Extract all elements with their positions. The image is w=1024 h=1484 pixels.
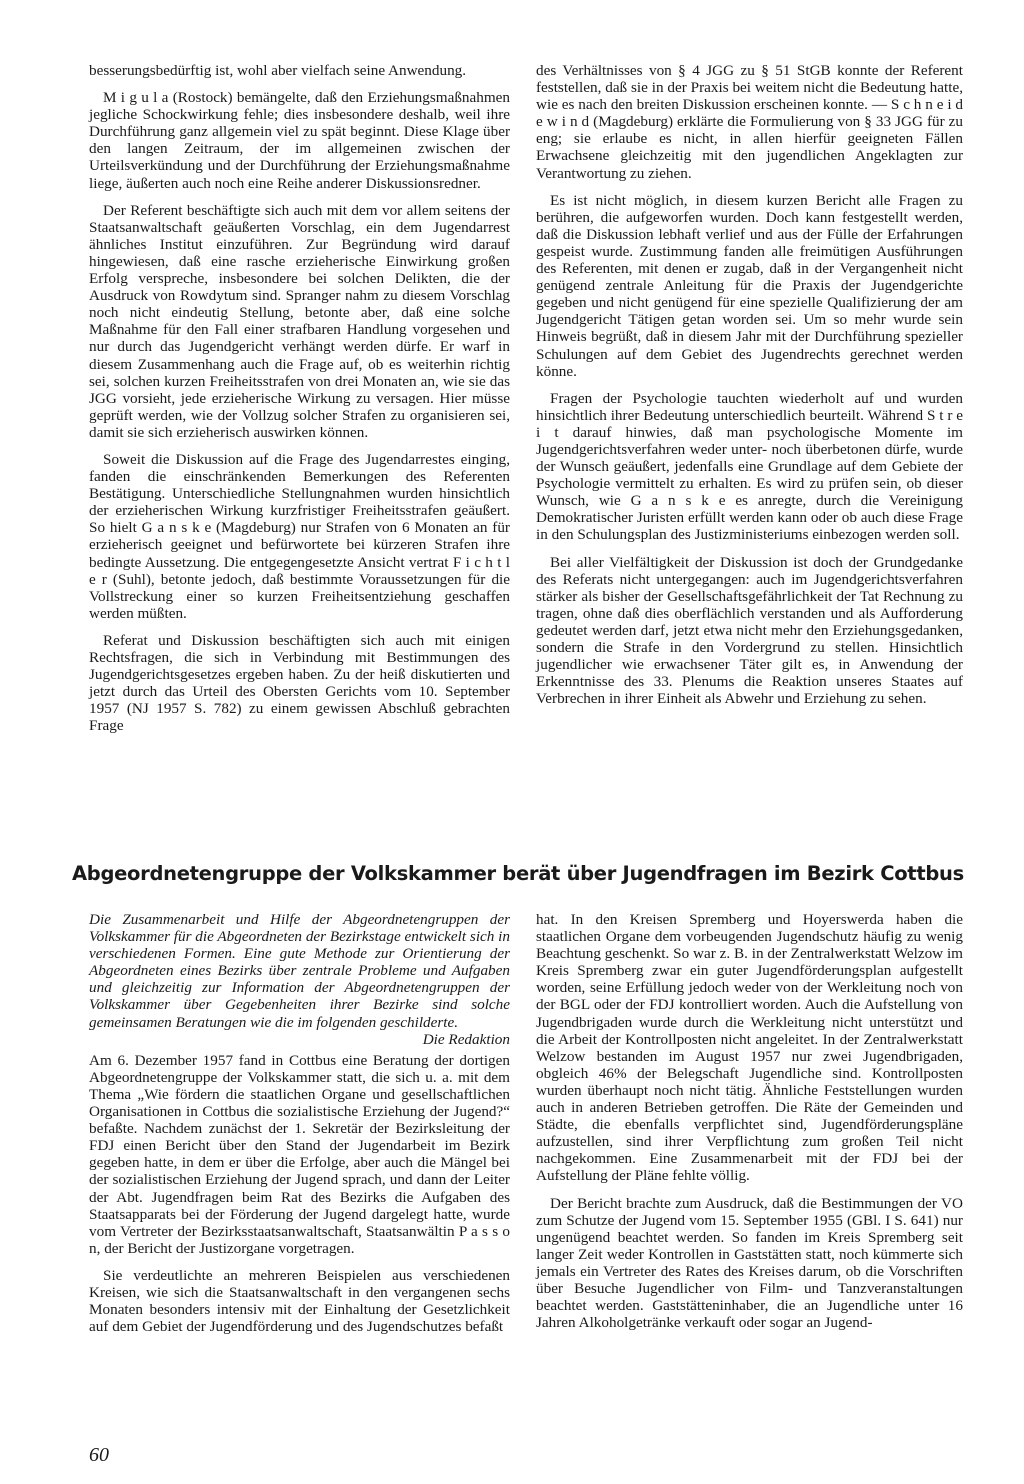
paragraph: Der Referent beschäftigte sich auch mit dem vor allem seitens der Staatsanwaltschaft geäußerten Vorschlag, ein dem Jugendarrest ähnliches Institut einzuführen. Zur Begründung wird darauf hingewiesen, daß eine rasche erzieherische Einwirkung großen Erfolg verspreche, insbesondere bei solchen Delikten, die der Ausdruck von Rowdytum sind. Spranger nahm zu diesem Vorschlag noch nicht eindeutig Stellung, betonte aber, daß eine solche Maßnahme für den Fall einer strafbaren Handlung vorgesehen und nur durch das Jugendgericht verhängt werden dürfe. Er warf in diesem Zusammenhang auch die Frage auf, ob es weiterhin richtig sei, solchen kurzen Freiheitsstrafen von drei Monaten an, wie sie das JGG vorsieht, jede erzieherische Wirkung zu versagen. Hier müsse geprüft werden, wie der Vollzug solcher Strafen zu organisieren sei, damit sie sich erzieherisch auswirken können.: [89, 201, 510, 441]
paragraph: hat. In den Kreisen Spremberg und Hoyerswerda haben die staatlichen Organe dem vorbeugenden Jugendschutz häufig zu wenig Beachtung geschenkt. So war z. B. in der Zentralwerkstatt Welzow im Kreis Spremberg zwar ein guter Jugendförderungsplan aufgestellt worden, seine Erfüllung jedoch weder von der Werkleitung noch von der BGL oder der FDJ kontrolliert worden. Auch die Aufstellung von Jugendbrigaden wurde durch die Werkleitung nicht unterstützt und die Arbeit der Kontrollposten nicht angeleitet. In der Zentralwerkstatt Welzow bestanden im August 1957 nur zwei Jugendbrigaden, obgleich 46% der Belegschaft Jugendliche sind. Kontrollposten wurden überhaupt noch nicht tätig. Ähnliche Feststellungen wurden auch in anderen Betrieben getroffen. Die Räte der Gemeinden und Städte, die ebenfalls verpflichtet sind, Jugendförderungspläne aufzustellen, sind ihrer Verpflichtung zum großen Teil nicht nachgekommen. Eine Zusammenarbeit mit der FDJ bei der Aufstellung der Pläne fehlte völlig.: [536, 911, 963, 1185]
paragraph: Bei aller Vielfältigkeit der Diskussion ist doch der Grundgedanke des Referats nicht untergegangen: auch im Jugendgerichtsverfahren stärker als bisher der Gesellschaftsgefährlichkeit der Tat Rechnung zu tragen, ohne daß dies oberflächlich verstanden und als Aufforderung gedeutet werden darf, jetzt etwa nicht mehr den Erziehungsgedanken, sondern die Strafe in den Vordergrund zu stellen. Hinsichtlich jugendlicher wie erwachsener Täter gilt es, in Anwendung der Erkenntnisse des 33. Plenums die Reaktion unseres Staates auf Verbrechen in ihrer Einheit als Abwehr und Erziehung zu sehen.: [536, 553, 963, 708]
paragraph: Referat und Diskussion beschäftigten sich auch mit einigen Rechtsfragen, die sich in Verbindung mit Bestimmungen des Jugendgerichtsgesetzes ergeben haben. Zu der heiß diskutierten und jetzt durch das Urteil des Obersten Gerichts vom 10. September 1957 (NJ 1957 S. 782) zu einem gewissen Abschluß gebrachten Frage: [89, 631, 510, 735]
column-bottom-right: [536, 911, 963, 1341]
paragraph: Sie verdeutlichte an mehreren Beispielen aus verschiedenen Kreisen, wie sich die Staatsanwaltschaft in den vergangenen sechs Monaten besonders intensiv mit der Einhaltung der Gesetzlichkeit auf dem Gebiet der Jugendförderung und des Jugendschutzes befaßt: [89, 1266, 510, 1336]
intro-signature: Die Redaktion: [422, 1030, 510, 1048]
column-bottom-left: [89, 911, 510, 1345]
editorial-intro: Die Zusammenarbeit und Hilfe der Abgeordnetengruppen der Volkskammer für die Abgeordneten der Bezirkstage entwickelt sich in verschiedenen Formen. Eine gute Methode zur Orientierung der Abgeordneten eines Bezirks über zentrale Probleme und Aufgaben und gleichzeitig zur Information der Abgeordnetengruppen der Volkskammer über Gegebenheiten ihrer Bezirke sind solche gemeinsamen Beratungen wie die im folgenden geschilderte.: [89, 911, 510, 1031]
article-headline: Abgeordnetengruppe der Volkskammer berät über Jugendfragen im Bezirk Cottbus: [72, 862, 964, 885]
paragraph: Der Bericht brachte zum Ausdruck, daß die Bestimmungen der VO zum Schutze der Jugend vom 15. September 1955 (GBl. I S. 641) nur ungenügend beachtet werden. So fanden im Kreis Spremberg seit langer Zeit weder Kontrollen in Gaststätten statt, noch kümmerte sich jemals ein Vertreter des Rates des Kreises darum, ob die Vorschriften über Besuche Jugendlicher von Film- und Tanzveranstaltungen beachtet werden. Gaststätteninhaber, die an Jugendliche unter 16 Jahren Alkoholgetränke verkauft oder sogar an Jugend-: [536, 1194, 963, 1332]
column-top-left: [89, 62, 510, 744]
paragraph: Am 6. Dezember 1957 fand in Cottbus eine Beratung der dortigen Abgeordnetengruppe der Volkskammer statt, die sich u. a. mit dem Thema „Wie fördern die staatlichen Organe und gesellschaftlichen Organisationen in Cottbus die sozialistische Erziehung der Jugend?“ befaßte. Nachdem zunächst der 1. Sekretär der Bezirksleitung der FDJ einen Bericht über den Stand der Jugendarbeit im Bezirk gegeben hatte, in dem er über die Erfolge, aber auch die Mängel bei der sozialistischen Erziehung der Jugend sprach, und dann der Leiter der Abt. Jugendfragen beim Rat des Bezirks die Aufgaben des Staatsapparats bei der Förderung der Jugend dargelegt hatte, wurde vom Vertreter der Bezirksstaatsanwaltschaft, Staatsanwältin P a s s o n, der Bericht der Justizorgane vorgetragen.: [89, 1051, 510, 1257]
paragraph: des Verhältnisses von § 4 JGG zu § 51 StGB konnte der Referent feststellen, daß sie in der Praxis bei weitem nicht die Bedeutung hatte, wie es nach den breiten Diskussion erscheinen konnte. — S c h n e i d e w i n d (Magdeburg) erklärte die Formulierung von § 33 JGG für zu eng; sie erlaube es nicht, in allen hierfür geeigneten Fällen Erwachsene gleichzeitig mit den jugendlichen Angeklagten zur Verantwortung zu ziehen.: [536, 62, 963, 182]
paragraph: besserungsbedürftig ist, wohl aber vielfach seine Anwendung.: [89, 62, 467, 79]
paragraph: Es ist nicht möglich, in diesem kurzen Bericht alle Fragen zu berühren, die aufgeworfen wurden. Doch kann festgestellt werden, daß die Diskussion lebhaft verlief und aus der Fülle der Erfahrungen gespeist wurde. Zustimmung fanden alle freimütigen Ausführungen des Referenten, mit denen er zugab, daß in der Vergangenheit nicht genügend zentrale Anleitung für die Praxis der Jugendgerichte gegeben und nicht genügend für eine spezielle Qualifizierung der am Jugendgericht Tätigen getan worden sei. Um so mehr wurde sein Hinweis begrüßt, daß in diesem Jahr mit der Durchführung spezieller Schulungen auf dem Gebiet des Jugendrechts gerechnet werden könne.: [536, 191, 963, 380]
paragraph: Soweit die Diskussion auf die Frage des Jugendarrestes einging, fanden die einschränkenden Bemerkungen des Referenten Bestätigung. Unterschiedliche Stellungnahmen wurden hinsichtlich der erzieherischen Wirkung kurzfristiger Freiheitsstrafen geäußert. So hielt G a n s k e (Magdeburg) nur Strafen von 6 Monaten an für erzieherisch geeignet und befürwortete bei kürzeren Strafen ihre bedingte Aussetzung. Die entgegengesetzte Ansicht vertrat F i c h t l e r (Suhl), betonte jedoch, daß bestimmte Voraussetzungen für die Vollstreckung einer so kurzen Freiheitsentziehung geschaffen werden müßten.: [89, 450, 510, 622]
column-top-right: [536, 62, 963, 717]
paragraph: Fragen der Psychologie tauchten wiederholt auf und wurden hinsichtlich ihrer Bedeutung unterschiedlich beurteilt. Während S t r e i t darauf hinwies, daß man psychologische Momente im Jugendgerichtsverfahren weder unter- noch überbetonen dürfe, wurde der Wunsch geäußert, jedenfalls eine Grundlage auf dem Gebiete der Psychologie vermittelt zu erhalten. Es wird zu prüfen sein, ob dieser Wunsch, wie G a n s k e es anregte, durch die Vereinigung Demokratischer Juristen erfüllt werden kann oder ob auch diese Frage in den Schulungsplan des Justizministeriums einbezogen werden soll.: [536, 389, 963, 544]
page-number: 60: [89, 1444, 109, 1466]
paragraph: M i g u l a (Rostock) bemängelte, daß den Erziehungsmaßnahmen jegliche Schockwirkung fehle; dies insbesondere deshalb, weil ihre Durchführung ganz allgemein viel zu spät beginnt. Diese Klage über den langen Zeitraum, der im allgemeinen zwischen der Urteilsverkündung und der Durchführung der Erziehungsmaßnahme liege, äußerten auch noch eine Reihe anderer Diskussionsredner.: [89, 89, 510, 192]
